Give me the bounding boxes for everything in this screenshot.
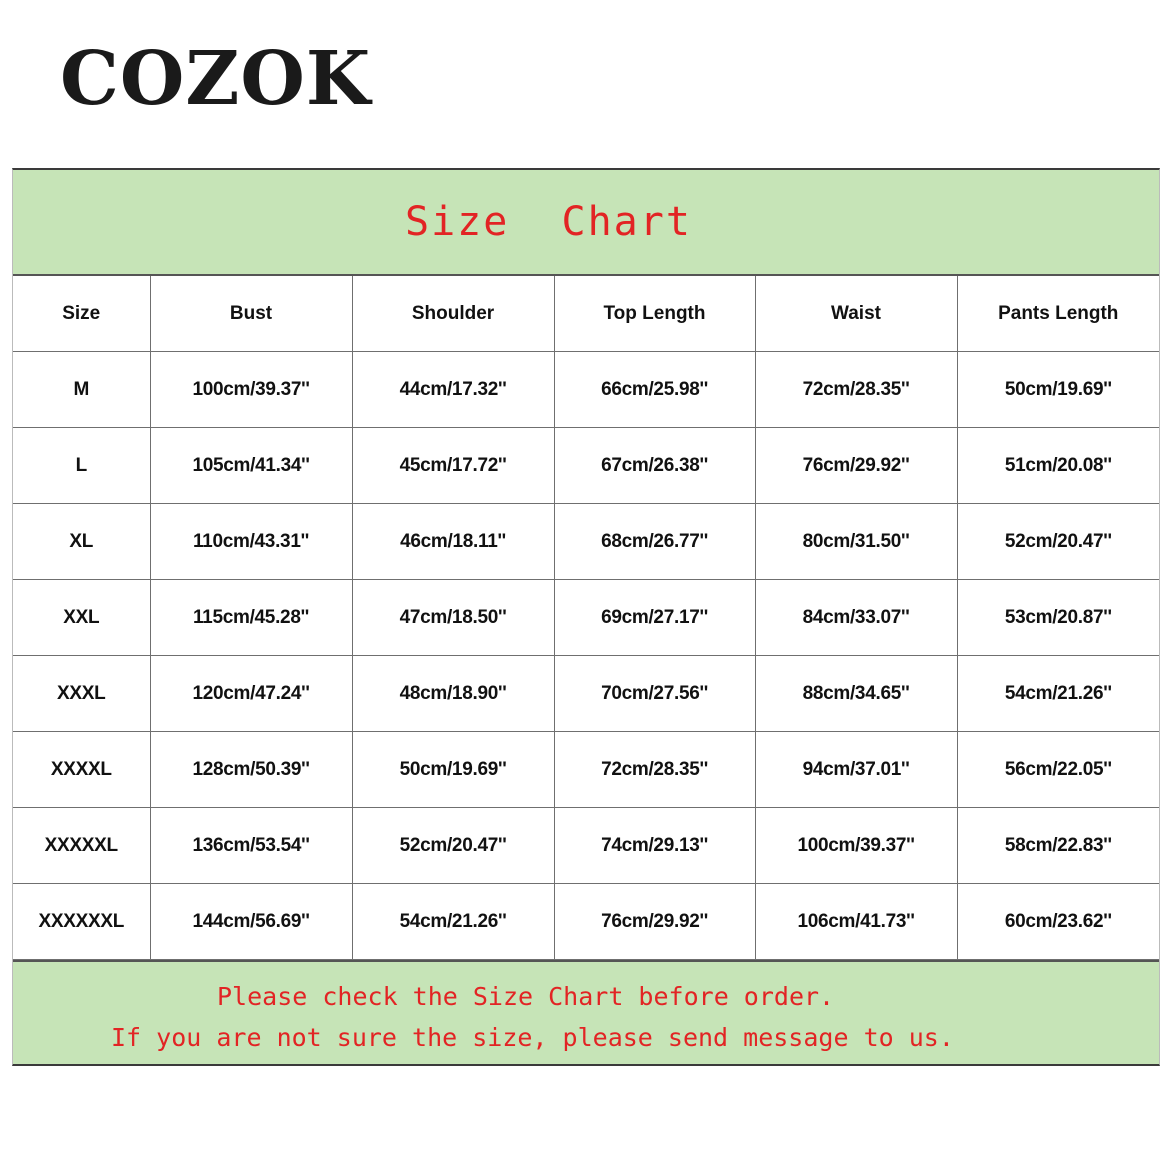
measurement-cell: 80cm/31.50'' — [755, 504, 957, 580]
measurement-cell: 50cm/19.69'' — [352, 732, 554, 808]
measurement-cell: 68cm/26.77'' — [554, 504, 755, 580]
measurement-cell: 69cm/27.17'' — [554, 580, 755, 656]
column-header: Top Length — [554, 276, 755, 352]
measurement-cell: 105cm/41.34'' — [150, 428, 352, 504]
measurement-cell: 54cm/21.26'' — [352, 884, 554, 960]
measurement-cell: 120cm/47.24'' — [150, 656, 352, 732]
measurement-cell: 46cm/18.11'' — [352, 504, 554, 580]
size-label-cell: XXXXL — [13, 732, 150, 808]
measurement-cell: 45cm/17.72'' — [352, 428, 554, 504]
measurement-cell: 72cm/28.35'' — [554, 732, 755, 808]
size-chart-title: Size Chart — [405, 199, 692, 245]
measurement-cell: 72cm/28.35'' — [755, 352, 957, 428]
measurement-cell: 70cm/27.56'' — [554, 656, 755, 732]
measurement-cell: 56cm/22.05'' — [957, 732, 1159, 808]
measurement-cell: 100cm/39.37'' — [150, 352, 352, 428]
size-chart-footer — [13, 960, 1159, 1064]
size-chart-banner — [13, 170, 1159, 276]
size-label-cell: L — [13, 428, 150, 504]
table-row — [13, 656, 1159, 732]
column-header: Waist — [755, 276, 957, 352]
measurement-cell: 44cm/17.32'' — [352, 352, 554, 428]
measurement-cell: 48cm/18.90'' — [352, 656, 554, 732]
column-header: Shoulder — [352, 276, 554, 352]
measurement-cell: 106cm/41.73'' — [755, 884, 957, 960]
measurement-cell: 136cm/53.54'' — [150, 808, 352, 884]
table-row — [13, 884, 1159, 960]
size-label-cell: XXXXXL — [13, 808, 150, 884]
size-label-cell: XXXL — [13, 656, 150, 732]
measurement-cell: 47cm/18.50'' — [352, 580, 554, 656]
table-row — [13, 808, 1159, 884]
measurement-cell: 88cm/34.65'' — [755, 656, 957, 732]
measurement-cell: 94cm/37.01'' — [755, 732, 957, 808]
measurement-cell: 76cm/29.92'' — [755, 428, 957, 504]
measurement-cell: 52cm/20.47'' — [957, 504, 1159, 580]
measurement-cell: 115cm/45.28'' — [150, 580, 352, 656]
table-row — [13, 504, 1159, 580]
measurement-cell: 52cm/20.47'' — [352, 808, 554, 884]
measurement-cell: 66cm/25.98'' — [554, 352, 755, 428]
measurement-cell: 54cm/21.26'' — [957, 656, 1159, 732]
table-row — [13, 352, 1159, 428]
size-label-cell: XL — [13, 504, 150, 580]
table-row — [13, 580, 1159, 656]
measurement-cell: 60cm/23.62'' — [957, 884, 1159, 960]
measurement-cell: 110cm/43.31'' — [150, 504, 352, 580]
size-label-cell: XXXXXXL — [13, 884, 150, 960]
measurement-cell: 58cm/22.83'' — [957, 808, 1159, 884]
table-header-row — [13, 276, 1159, 352]
column-header: Size — [13, 276, 150, 352]
measurement-cell: 53cm/20.87'' — [957, 580, 1159, 656]
measurement-cell: 67cm/26.38'' — [554, 428, 755, 504]
column-header: Pants Length — [957, 276, 1159, 352]
brand-logo: COZOK — [60, 36, 372, 122]
measurement-cell: 51cm/20.08'' — [957, 428, 1159, 504]
measurement-cell: 50cm/19.69'' — [957, 352, 1159, 428]
measurement-cell: 128cm/50.39'' — [150, 732, 352, 808]
column-header: Bust — [150, 276, 352, 352]
footer-note-1: Please check the Size Chart before order. — [217, 982, 835, 1011]
table-body — [13, 352, 1159, 960]
size-chart — [12, 168, 1160, 1066]
footer-note-2: If you are not sure the size, please send message to us. — [111, 1023, 954, 1052]
size-label-cell: M — [13, 352, 150, 428]
size-table — [13, 276, 1159, 960]
measurement-cell: 76cm/29.92'' — [554, 884, 755, 960]
size-label-cell: XXL — [13, 580, 150, 656]
measurement-cell: 144cm/56.69'' — [150, 884, 352, 960]
measurement-cell: 100cm/39.37'' — [755, 808, 957, 884]
table-row — [13, 732, 1159, 808]
table-row — [13, 428, 1159, 504]
measurement-cell: 74cm/29.13'' — [554, 808, 755, 884]
measurement-cell: 84cm/33.07'' — [755, 580, 957, 656]
